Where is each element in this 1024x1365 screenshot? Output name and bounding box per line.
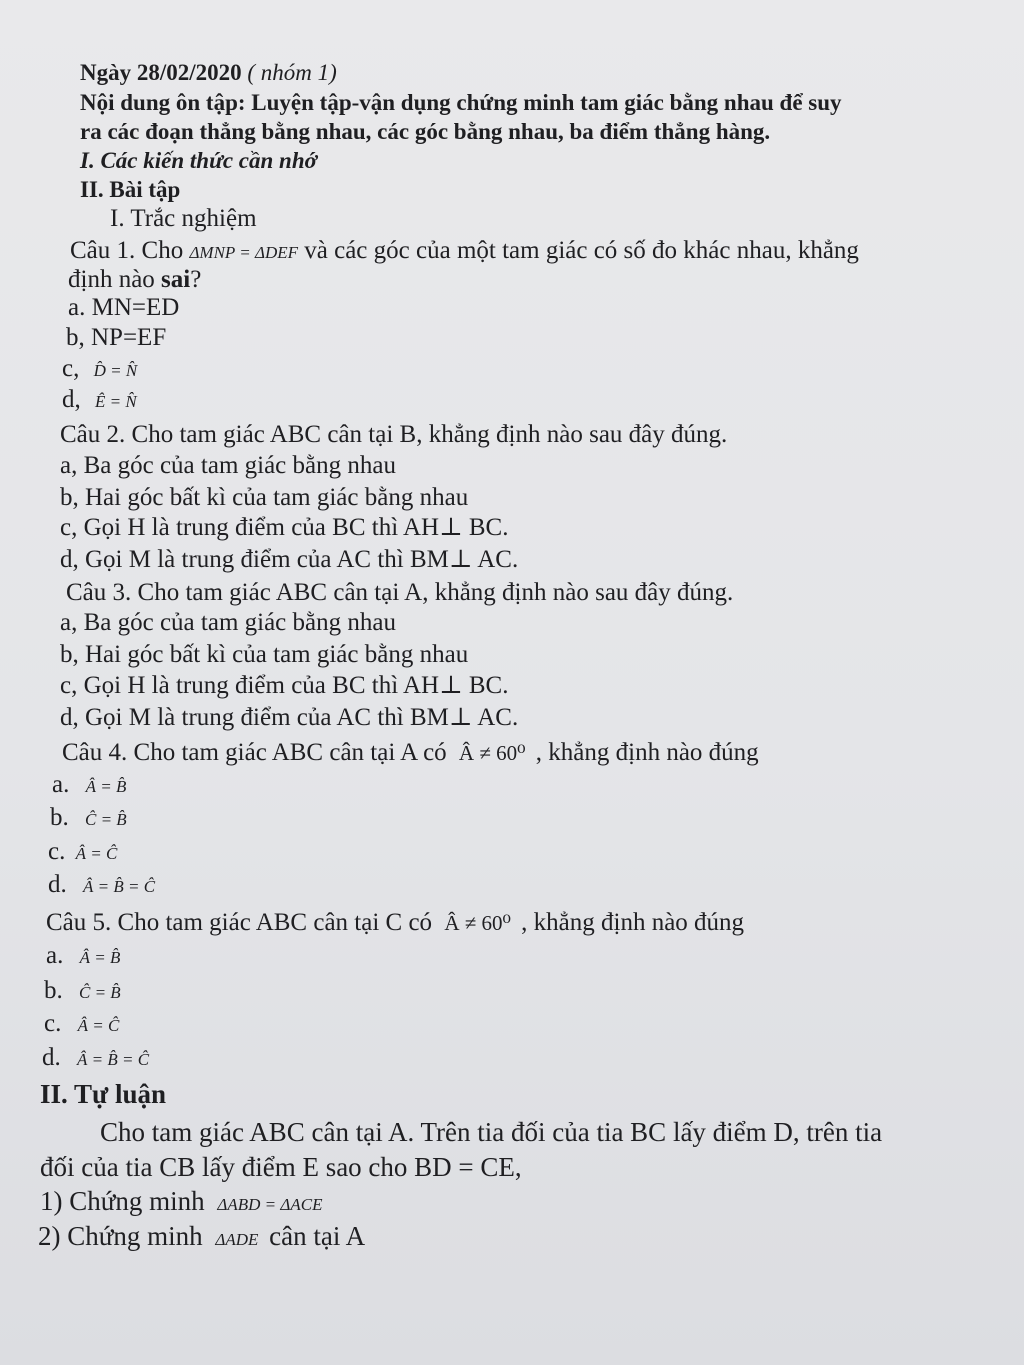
q5-option-b-formula: Ĉ = B̂ xyxy=(79,983,121,1002)
q4-option-a xyxy=(52,770,126,802)
q5-stem xyxy=(46,908,744,938)
essay-item-1-formula: ΔABD = ΔACE xyxy=(217,1195,323,1214)
q4-option-c-formula: Â = Ĉ xyxy=(75,844,118,863)
q3-option-b: b, Hai góc bất kì của tam giác bằng nhau xyxy=(60,641,469,668)
q4-option-c-label: c. xyxy=(48,838,66,865)
essay-item-2-suffix: cân tại A xyxy=(269,1221,366,1251)
essay-item-1-text: 1) Chứng minh xyxy=(40,1186,205,1216)
q4-condition: Â ≠ 60⁰ xyxy=(458,741,526,765)
q4-option-b-label: b. xyxy=(50,804,69,831)
q5-stem-text: Câu 5. Cho tam giác ABC cân tại C có xyxy=(46,909,433,936)
q4-option-c xyxy=(48,837,117,869)
q4-option-a-formula: Â = B̂ xyxy=(85,777,127,796)
q3-option-a: a, Ba góc của tam giác bằng nhau xyxy=(60,609,396,636)
q1-stem-line2 xyxy=(68,265,201,295)
topic-line-1: Nội dung ôn tập: Luyện tập-vận dụng chứng minh tam giác bằng nhau để suy xyxy=(80,90,842,115)
essay-item-2-formula: ΔADE xyxy=(215,1230,259,1249)
q1-formula: ΔMNP = ΔDEF xyxy=(189,243,299,262)
q3-option-d: d, Gọi M là trung điểm của AC thì BM⊥ AC. xyxy=(60,704,519,731)
date: Ngày 28/02/2020 xyxy=(80,60,242,85)
q2-option-d: d, Gọi M là trung điểm của AC thì BM⊥ AC. xyxy=(60,546,519,573)
section-heading-knowledge: I. Các kiến thức cần nhớ xyxy=(80,148,317,173)
topic-line-2: ra các đoạn thẳng bằng nhau, các góc bằng nhau, ba điểm thẳng hàng. xyxy=(80,119,771,144)
subsection-multiple-choice: I. Trắc nghiệm xyxy=(110,205,257,232)
essay-line-2: đối của tia CB lấy điểm E sao cho BD = CE, xyxy=(40,1152,522,1182)
q1-option-c-formula: D̂ = N̂ xyxy=(93,361,138,380)
q5-option-c-label: c. xyxy=(44,1010,62,1037)
q1-option-a: a. MN=ED xyxy=(68,294,180,321)
q5-option-a-label: a. xyxy=(46,942,64,969)
essay-item-2-text: 2) Chứng minh xyxy=(38,1221,203,1251)
q5-option-b xyxy=(44,976,121,1008)
essay-line-1: Cho tam giác ABC cân tại A. Trên tia đối của tia BC lấy điểm D, trên tia xyxy=(100,1117,883,1147)
q5-stem-end: , khẳng định nào đúng xyxy=(521,909,745,936)
q3-option-c: c, Gọi H là trung điểm của BC thì AH⊥ BC. xyxy=(60,672,509,699)
q5-option-a xyxy=(46,941,120,973)
q4-option-d-formula: Â = B̂ = Ĉ xyxy=(83,877,156,896)
q1-suffix: và các góc của một tam giác có số đo khác nhau, khẳng xyxy=(304,237,859,264)
q1-line2-text: định nào xyxy=(68,266,155,293)
essay-item-2 xyxy=(38,1221,365,1255)
q1-option-d-label: d, xyxy=(62,386,81,413)
q4-option-b-formula: Ĉ = B̂ xyxy=(85,810,127,829)
q5-option-d-label: d. xyxy=(42,1044,61,1071)
q1-option-d xyxy=(62,385,137,417)
q4-option-d xyxy=(48,870,155,902)
q3-stem: Câu 3. Cho tam giác ABC cân tại A, khẳng định nào sau đây đúng. xyxy=(66,579,734,606)
q1-option-c xyxy=(62,354,137,386)
q4-option-d-label: d. xyxy=(48,871,67,898)
q5-option-d-formula: Â = B̂ = Ĉ xyxy=(77,1050,150,1069)
q5-option-a-formula: Â = B̂ xyxy=(79,948,121,967)
essay-heading: II. Tự luận xyxy=(40,1079,167,1109)
date-line xyxy=(80,58,337,88)
q4-stem-text: Câu 4. Cho tam giác ABC cân tại A có xyxy=(62,739,447,766)
q1-line2-emphasis: sai xyxy=(161,266,191,293)
q1-stem xyxy=(70,236,859,268)
essay-item-1 xyxy=(40,1186,322,1220)
q2-option-c: c, Gọi H là trung điểm của BC thì AH⊥ BC. xyxy=(60,514,509,541)
q4-option-a-label: a. xyxy=(52,771,70,798)
q4-stem-end: , khẳng định nào đúng xyxy=(535,739,759,766)
q1-option-c-label: c, xyxy=(62,355,80,382)
section-heading-exercises: II. Bài tập xyxy=(80,177,181,202)
q1-line2-mark: ? xyxy=(190,266,202,293)
q1-prefix: Câu 1. Cho xyxy=(70,237,184,264)
q5-option-b-label: b. xyxy=(44,977,63,1004)
q5-condition: Â ≠ 60⁰ xyxy=(444,911,511,935)
q2-option-a: a, Ba góc của tam giác bằng nhau xyxy=(60,452,396,479)
q5-option-c-formula: Â = Ĉ xyxy=(77,1016,120,1035)
group: ( nhóm 1) xyxy=(247,60,337,85)
q5-option-d xyxy=(42,1043,149,1075)
q1-option-d-formula: Ê = N̂ xyxy=(95,392,137,411)
q4-stem xyxy=(62,738,759,768)
q1-option-b: b, NP=EF xyxy=(66,324,167,351)
q2-stem: Câu 2. Cho tam giác ABC cân tại B, khẳng định nào sau đây đúng. xyxy=(60,421,728,448)
q4-option-b xyxy=(50,803,127,835)
q2-option-b: b, Hai góc bất kì của tam giác bằng nhau xyxy=(60,484,469,511)
q5-option-c xyxy=(44,1009,119,1041)
